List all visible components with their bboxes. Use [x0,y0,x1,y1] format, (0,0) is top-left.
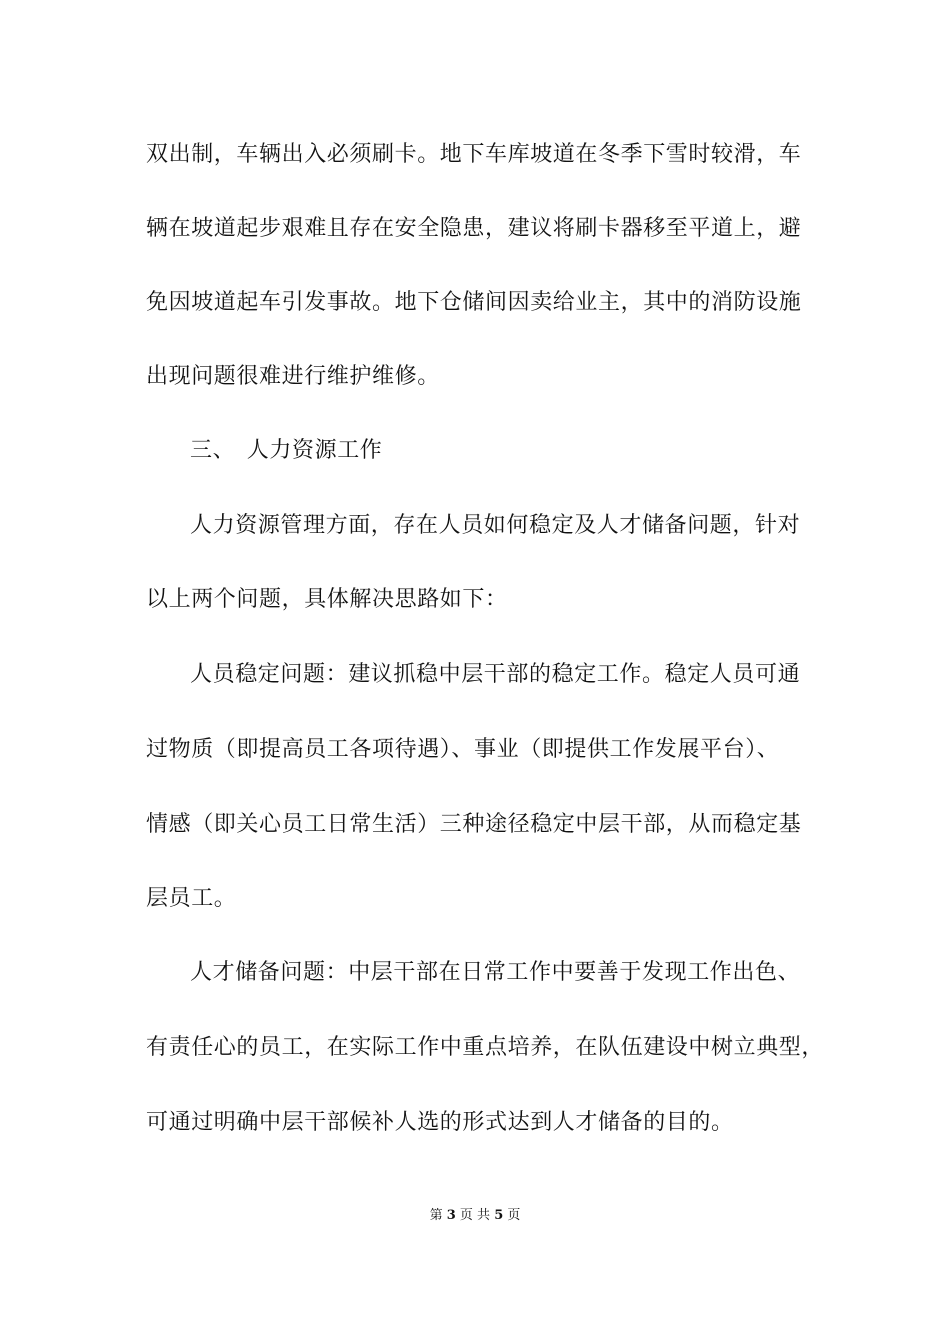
paragraph-line: 情感（即关心员工日常生活）三种途径稳定中层干部，从而稳定基 [146,812,802,837]
paragraph-line: 以上两个问题，具体解决思路如下： [146,587,508,612]
paragraph-line: 人力资源管理方面，存在人员如何稳定及人才储备问题，针对 [190,513,801,538]
paragraph-line: 层员工。 [146,886,237,911]
paragraph-line: 可通过明确中层干部候补人选的形式达到人才储备的目的。 [146,1110,734,1135]
footer-prefix: 第 [429,1208,443,1223]
paragraph-line: 免因坡道起车引发事故。地下仓储间因卖给业主，其中的消防设施 [146,290,802,315]
footer-total-pages: 5 [494,1208,504,1223]
paragraph-line: 人员稳定问题：建议抓稳中层干部的稳定工作。稳定人员可通 [190,662,801,687]
footer-page-number: 3 [446,1208,456,1223]
paragraph-line: 辆在坡道起步艰难且存在安全隐患，建议将刷卡器移至平道上，避 [146,216,802,241]
paragraph-line: 出现问题很难进行维护维修。 [146,364,440,389]
page-footer [0,1206,950,1226]
footer-middle: 页 共 [459,1208,491,1223]
section-heading: 三、 人力资源工作 [190,438,383,463]
paragraph-line: 人才储备问题：中层干部在日常工作中要善于发现工作出色、 [190,960,801,985]
footer-suffix: 页 [507,1208,521,1223]
paragraph-line: 有责任心的员工，在实际工作中重点培养，在队伍建设中树立典型， [146,1035,825,1060]
paragraph-line: 双出制，车辆出入必须刷卡。地下车库坡道在冬季下雪时较滑，车 [146,142,802,167]
paragraph-line: 过物质（即提高员工各项待遇）、事业（即提供工作发展平台）、 [146,737,780,762]
